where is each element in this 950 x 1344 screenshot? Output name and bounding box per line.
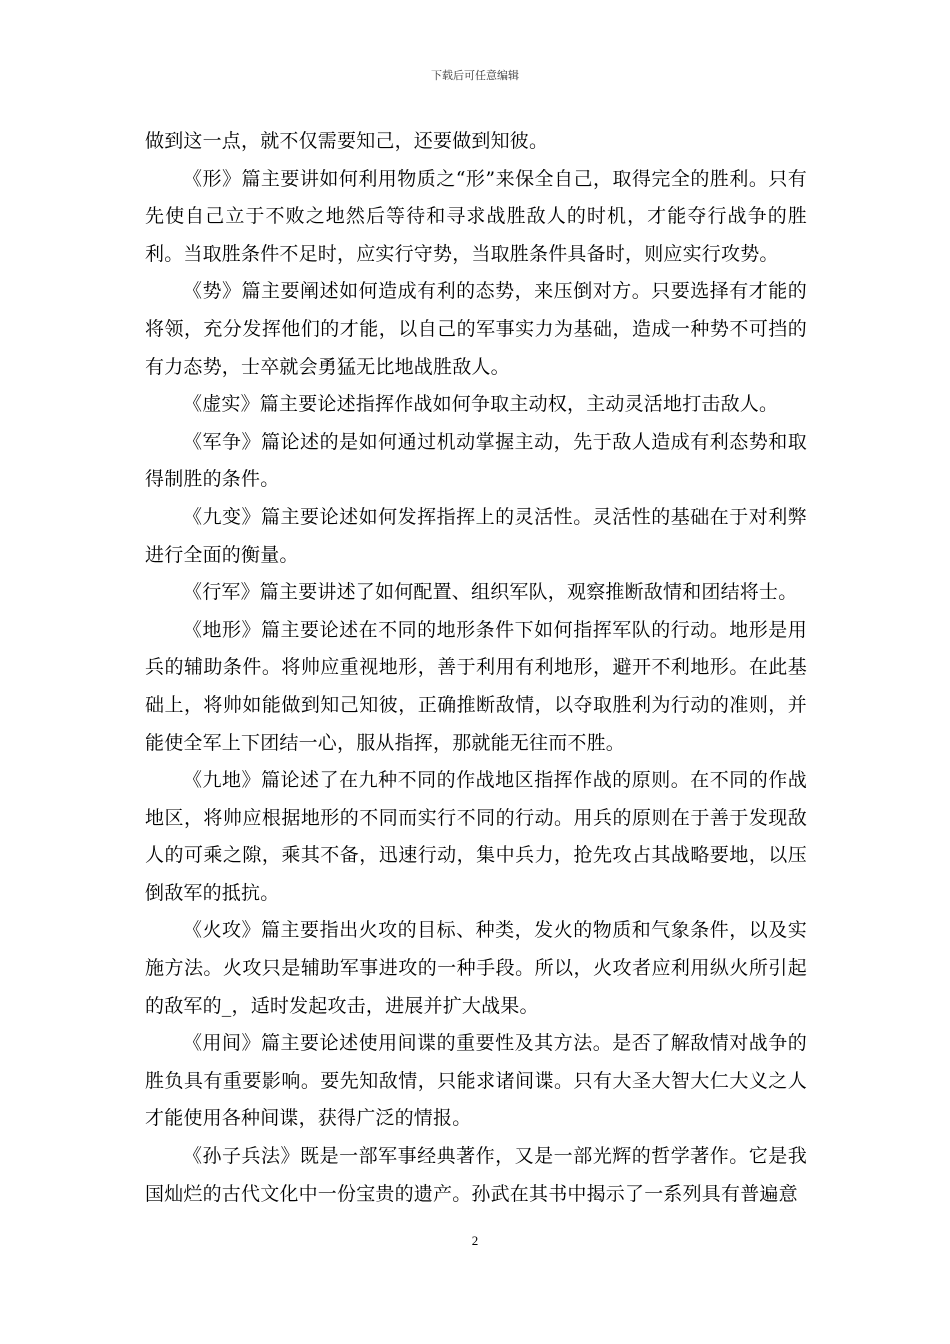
- page-header: 下载后可任意编辑: [431, 69, 519, 82]
- paragraph-jiudi: 《九地》篇论述了在九种不同的作战地区指挥作战的原则。在不同的作战地区，将帅应根据地形的不同而实行不同的行动。用兵的原则在于善于发现敌人的可乘之隙，乘其不备，迅速行动，集中兵力，抢先攻占其战略要地，以压倒敌军的抵抗。: [145, 769, 807, 904]
- paragraph-yongjian: 《用间》篇主要论述使用间谍的重要性及其方法。是否了解敌情对战争的胜负具有重要影响。要先知敌情，只能求诸间谍。只有大圣大智大仁大义之人才能使用各种间谍，获得广泛的情报。: [145, 1032, 807, 1130]
- document-body: [145, 123, 807, 1213]
- paragraph-sunzi-bingfa: 《孙子兵法》既是一部军事经典著作，又是一部光辉的哲学著作。它是我国灿烂的古代文化中一份宝贵的遗产。孙武在其书中揭示了一系列具有普遍意: [145, 1145, 807, 1205]
- paragraph-junzheng: 《军争》篇论述的是如何通过机动掌握主动，先于敌人造成有利态势和取得制胜的条件。: [145, 430, 807, 491]
- paragraph-xing: 《形》篇主要讲如何利用物质之“形”来保全自己，取得完全的胜利。只有先使自己立于不败之地然后等待和寻求战胜敌人的时机，才能夺行战争的胜利。当取胜条件不足时，应实行守势，当取胜条件具备时，则应实行攻势。: [145, 167, 807, 265]
- paragraph-xushi: 《虚实》篇主要论述指挥作战如何争取主动权，主动灵活地打击敌人。: [183, 393, 779, 416]
- paragraph-jiubian: 《九变》篇主要论述如何发挥指挥上的灵活性。灵活性的基础在于对利弊进行全面的衡量。: [145, 505, 807, 566]
- page-number: 2: [471, 1233, 479, 1248]
- paragraph-shi: 《势》篇主要阐述如何造成有利的态势，来压倒对方。只要选择有才能的将领，充分发挥他们的才能，以自己的军事实力为基础，造成一种势不可挡的有力态势，士卒就会勇猛无比地战胜敌人。: [145, 280, 807, 378]
- paragraph-dixing: 《地形》篇主要论述在不同的地形条件下如何指挥军队的行动。地形是用兵的辅助条件。将帅应重视地形，善于利用有利地形，避开不利地形。在此基础上，将帅如能做到知己知彼，正确推断敌情，以夺取胜利为行动的准则，并能使全军上下团结一心，服从指挥，那就能无往而不胜。: [145, 618, 807, 754]
- paragraph-xingjun: 《行军》篇主要讲述了如何配置、组织军队，观察推断敌情和团结将士。: [183, 581, 798, 604]
- paragraph-huogong: 《火攻》篇主要指出火攻的目标、种类，发火的物质和气象条件，以及实施方法。火攻只是辅助军事进攻的一种手段。所以，火攻者应利用纵火所引起的敌军的_，适时发起攻击，进展并扩大战果。: [145, 919, 807, 1017]
- paragraph-continuation: 做到这一点，就不仅需要知己，还要做到知彼。: [145, 130, 549, 152]
